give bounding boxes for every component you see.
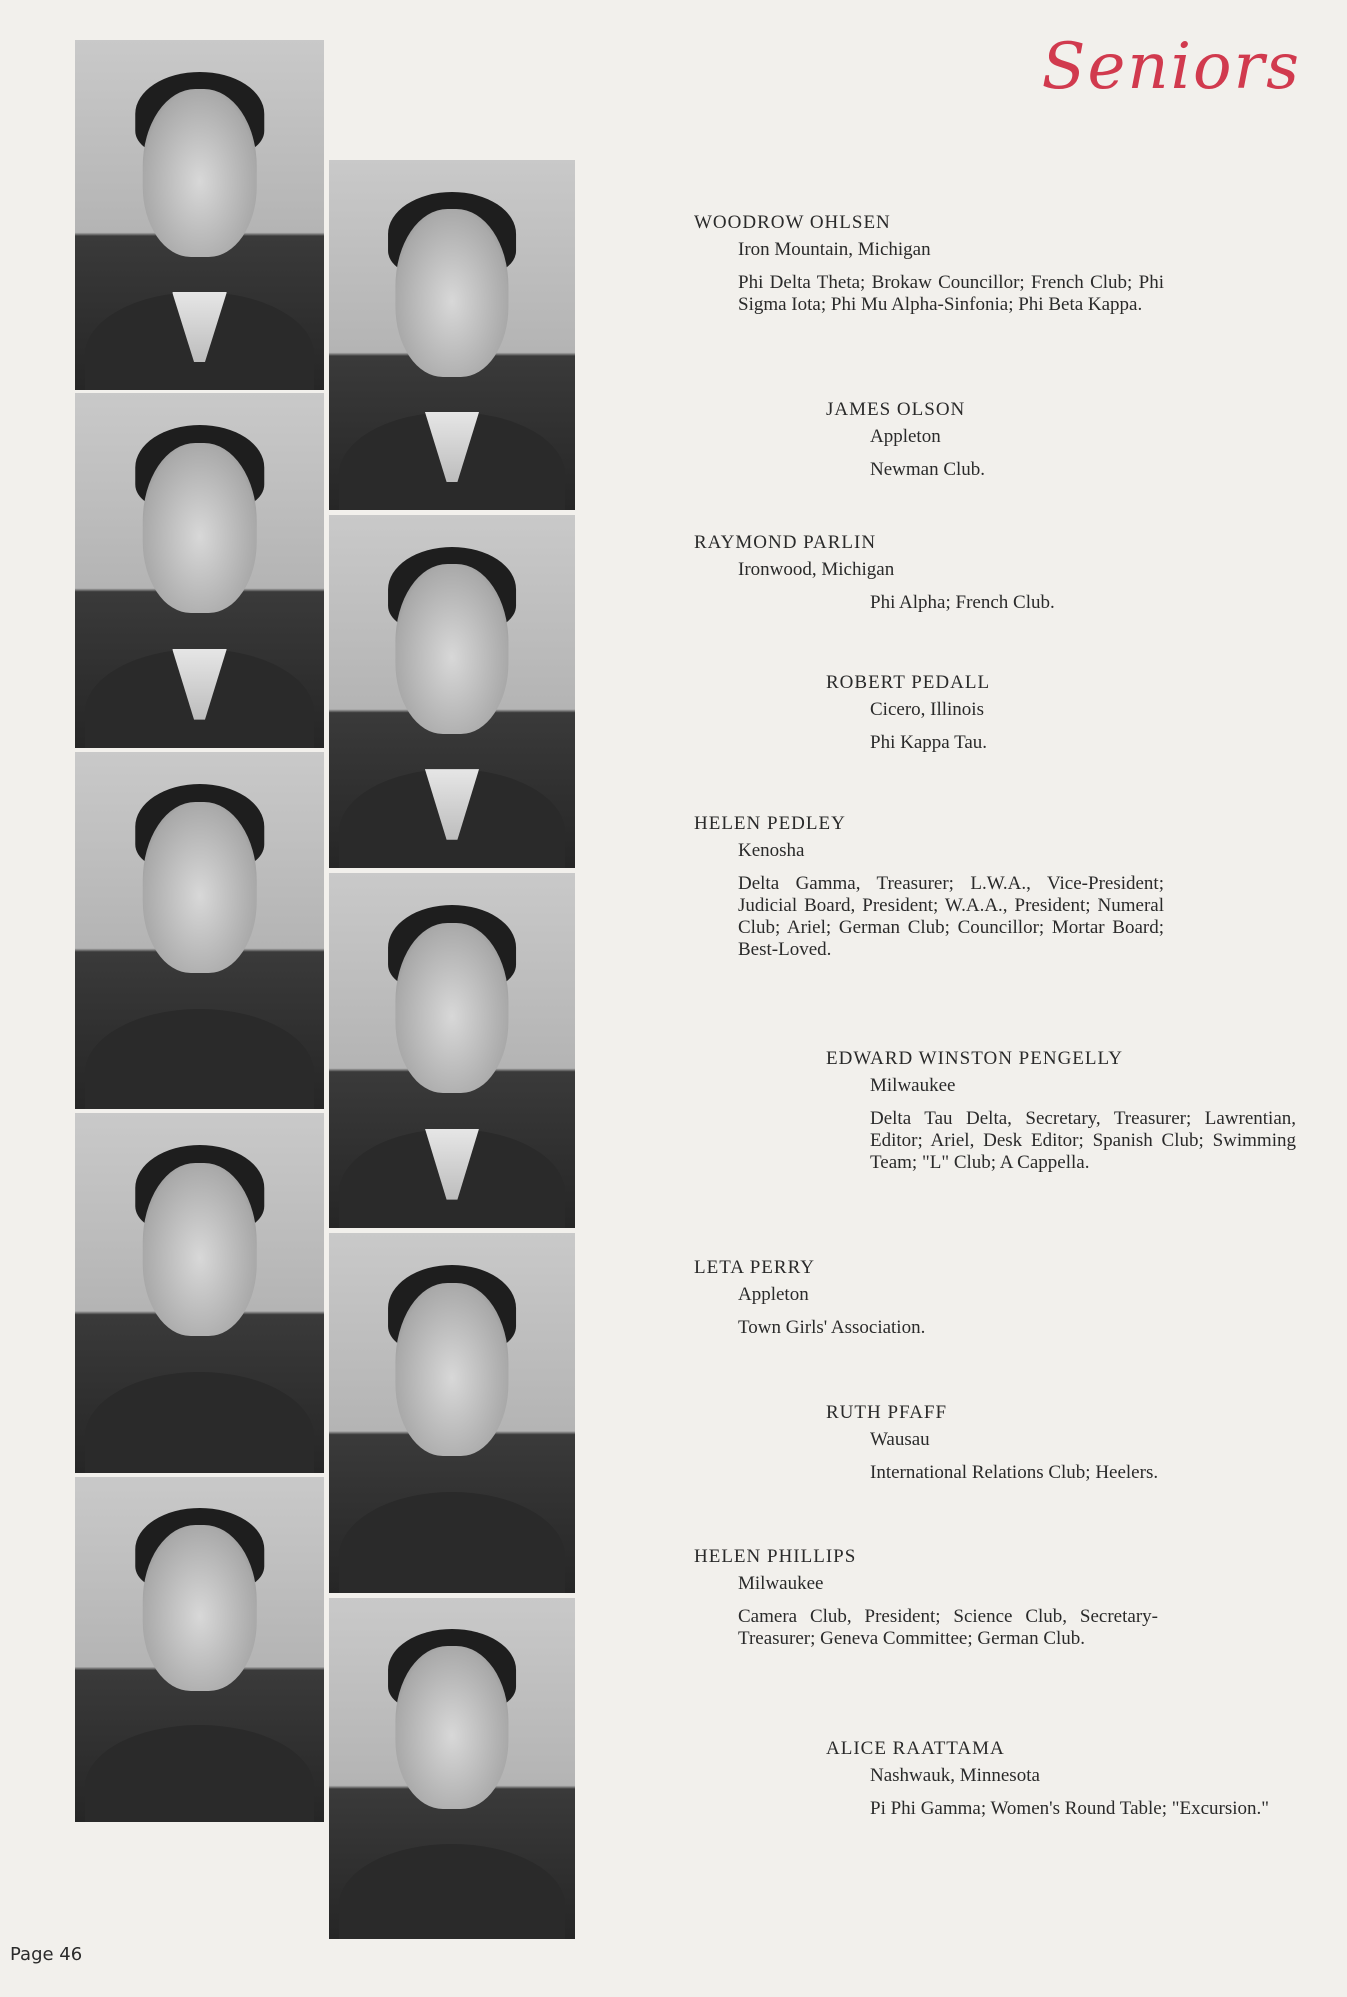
senior-name: RAYMOND PARLIN: [694, 532, 877, 553]
portrait-photo-james-olson: [329, 160, 575, 510]
senior-entry-helen-pedley: [694, 813, 1164, 961]
portrait-photo-woodrow-ohlsen: [75, 40, 324, 390]
senior-hometown: Ironwood, Michigan: [738, 559, 895, 580]
senior-hometown: Cicero, Illinois: [870, 699, 984, 720]
senior-name: LETA PERRY: [694, 1257, 815, 1278]
portrait-photo-robert-pedall: [329, 515, 575, 868]
senior-hometown: Kenosha: [738, 840, 805, 861]
portrait-photo-alice-raattama: [329, 1598, 575, 1939]
senior-entry-woodrow-ohlsen: [694, 212, 1164, 316]
portrait-photo-helen-phillips: [75, 1477, 324, 1822]
portrait-photo-edward-pengelly: [329, 873, 575, 1228]
senior-activities: Delta Tau Delta, Secretary, Treasurer; Lawrentian, Editor; Ariel, Desk Editor; Spanish Club; Swimming Team; "L" Club; A Cappella.: [870, 1108, 1296, 1173]
senior-entry-ruth-pfaff: [826, 1402, 1158, 1484]
senior-activities: Town Girls' Association.: [738, 1317, 926, 1338]
senior-hometown: Milwaukee: [738, 1573, 824, 1594]
senior-activities: Phi Kappa Tau.: [870, 732, 988, 753]
senior-name: JAMES OLSON: [826, 399, 966, 420]
senior-entry-alice-raattama: [826, 1738, 1296, 1820]
senior-hometown: Appleton: [870, 426, 941, 447]
senior-activities: Phi Alpha; French Club.: [870, 592, 1055, 613]
senior-activities: Delta Gamma, Treasurer; L.W.A., Vice-President; Judicial Board, President; W.A.A., President; Numeral Club; Ariel; German Club; Councillor; Mortar Board; Best-Loved.: [738, 873, 1164, 960]
senior-entry-james-olson: [826, 399, 985, 481]
portrait-photo-raymond-parlin: [75, 393, 324, 748]
senior-hometown: Appleton: [738, 1284, 809, 1305]
portrait-photo-helen-pedley: [75, 752, 324, 1109]
senior-hometown: Iron Mountain, Michigan: [738, 239, 931, 260]
senior-hometown: Milwaukee: [870, 1075, 956, 1096]
senior-activities: Newman Club.: [870, 459, 986, 480]
section-title: Seniors: [1041, 30, 1301, 104]
senior-name: RUTH PFAFF: [826, 1402, 948, 1423]
senior-activities: International Relations Club; Heelers.: [870, 1462, 1159, 1483]
senior-hometown: Nashwauk, Minnesota: [870, 1765, 1040, 1786]
portrait-photo-ruth-pfaff: [329, 1233, 575, 1593]
senior-activities: Pi Phi Gamma; Women's Round Table; "Excursion.": [870, 1798, 1270, 1819]
senior-name: HELEN PEDLEY: [694, 813, 846, 834]
senior-entry-robert-pedall: [826, 672, 990, 754]
senior-hometown: Wausau: [870, 1429, 930, 1450]
page-number: Page 46: [10, 1944, 83, 1965]
senior-activities: Phi Delta Theta; Brokaw Councillor; French Club; Phi Sigma Iota; Phi Mu Alpha-Sinfonia; Phi Beta Kappa.: [738, 272, 1164, 315]
senior-entry-raymond-parlin: [694, 532, 1055, 614]
senior-name: ROBERT PEDALL: [826, 672, 991, 693]
senior-entry-edward-pengelly: [826, 1048, 1296, 1174]
portrait-photo-leta-perry: [75, 1113, 324, 1473]
senior-name: HELEN PHILLIPS: [694, 1546, 857, 1567]
senior-name: EDWARD WINSTON PENGELLY: [826, 1048, 1123, 1069]
senior-name: WOODROW OHLSEN: [694, 212, 891, 233]
senior-entry-helen-phillips: [694, 1546, 1158, 1650]
senior-activities: Camera Club, President; Science Club, Secretary-Treasurer; Geneva Committee; German Club.: [738, 1606, 1158, 1649]
senior-entry-leta-perry: [694, 1257, 925, 1339]
senior-name: ALICE RAATTAMA: [826, 1738, 1005, 1759]
